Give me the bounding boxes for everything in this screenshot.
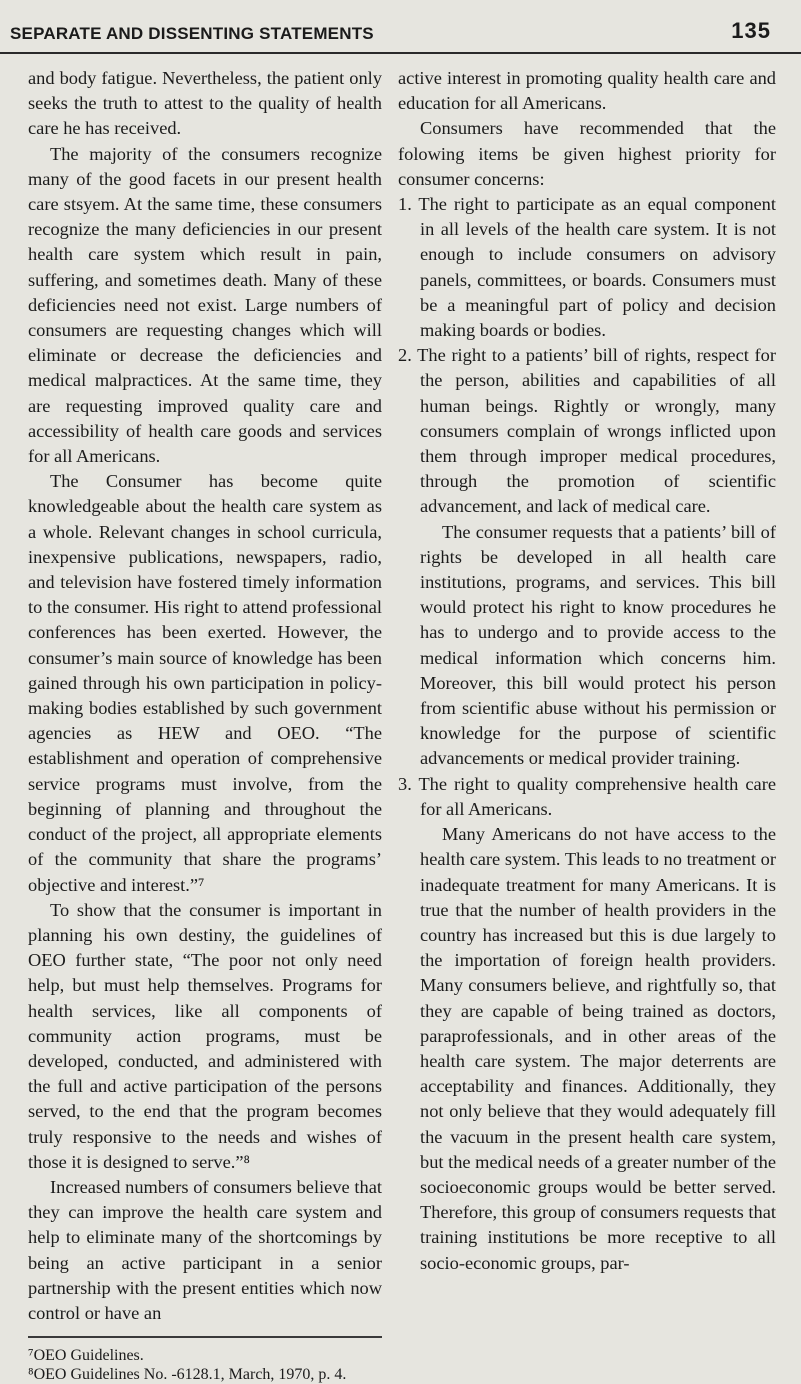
running-head: SEPARATE AND DISSENTING STATEMENTS [10, 24, 374, 43]
paragraph-continued-right: active interest in promoting quality health care and education for all Americans. [398, 68, 776, 114]
footnote-rule [28, 1336, 382, 1338]
page-number: 135 [731, 18, 771, 43]
paragraph-recommendations-intro: Consumers have recommended that the folowing items be given highest priority for consumer concerns: [398, 118, 776, 189]
footnote-7: ⁷OEO Guidelines. [28, 1347, 144, 1365]
list-item-2-detail: The consumer requests that a patients’ bill of rights be developed in all health care institutions, programs, and services. This bill would protect his right to know procedures he has to undergo and to provide access to the medical information which concerns him. Moreover, this bill would protect his person from scientific abuse without his permission or knowledge for the purpose of scientific advancements or medical provider training. [420, 521, 776, 769]
header-rule [0, 52, 801, 54]
list-item-1: 1. The right to participate as an equal component in all levels of the health care system. It is not enough to include consumers on advisory panels, committees, or boards. Consumers must be a meaningful part of policy and decision making boards or bodies. [398, 194, 776, 341]
list-item-2: 2. The right to a patients’ bill of rights, respect for the person, abilities and capabilities of all human beings. Rightly or wrongly, many consumers complain of wrongs inflicted upon them through improper medical procedures, through the promotion of scientific advancement, and lack of medical care. [398, 345, 776, 517]
page-header [10, 14, 789, 44]
paragraph-continued: and body fatigue. Nevertheless, the patient only seeks the truth to attest to the quality of health care he has received. [28, 68, 382, 139]
paragraph-oeo-guidelines: To show that the consumer is important in planning his own destiny, the guidelines of OEO further state, “The poor not only need help, but must help themselves. Programs for health services, like all components of community action programs, must be developed, conducted, and administered with the full and active participation of the persons served, to the end that the program becomes truly responsive to the needs and wishes of those it is designed to serve.”⁸ [28, 899, 382, 1172]
paragraph-consumer-knowledgeable: The Consumer has become quite knowledgeable about the health care system as a whole. Relevant changes in school curricula, inexpensive publications, newspapers, radio, and television have fostered timely information to the consumer. His right to attend professional conferences has been exerted. However, the consumer’s main source of knowledge has been gained through his own participation in policy-making bodies established by such government agencies as HEW and OEO. “The establishment and operation of comprehensive service programs must involve, from the beginning of planning and throughout the conduct of the project, all appropriate elements of the community that share the programs’ objective and interest.”⁷ [28, 471, 382, 895]
right-column [398, 66, 776, 1276]
list-item-3-detail: Many Americans do not have access to the health care system. This leads to no treatment or inadequate treatment for many Americans. It is true that the number of health providers in the country has increased but this is due largely to the importation of foreign health providers. Many consumers believe, and rightfully so, that they are capable of being trained as doctors, paraprofessionals, and in other areas of the health care system. The major deterrents are acceptability and finances. Additionally, they not only believe that they would adequately fill the vacuum in the present health care system, but the medical needs of a greater number of the socioeconomic groups would be better served. Therefore, this group of consumers requests that training institutions be more receptive to all socio-economic groups, par- [420, 824, 776, 1273]
footnote-8: ⁸OEO Guidelines No. -6128.1, March, 1970, p. 4. [28, 1366, 347, 1384]
left-column [28, 66, 382, 1384]
paragraph-consumers-majority: The majority of the consumers recognize many of the good facets in our present health care stsyem. At the same time, these consumers recognize the many deficiencies in our present health care system which result in pain, suffering, and sometimes death. Many of these deficiencies need not exist. Large numbers of consumers are requesting changes which will eliminate or decrease the deficiencies and medical malpractices. At the same time, they are requesting improved quality care and accessibility of health care goods and services for all Americans. [28, 143, 382, 467]
paragraph-increased-numbers: Increased numbers of consumers believe that they can improve the health care system and help to eliminate many of the shortcomings by being an active participant in a senior partnership with the present entities which now control or have an [28, 1176, 382, 1323]
list-item-3: 3. The right to quality comprehensive health care for all Americans. [398, 773, 776, 819]
